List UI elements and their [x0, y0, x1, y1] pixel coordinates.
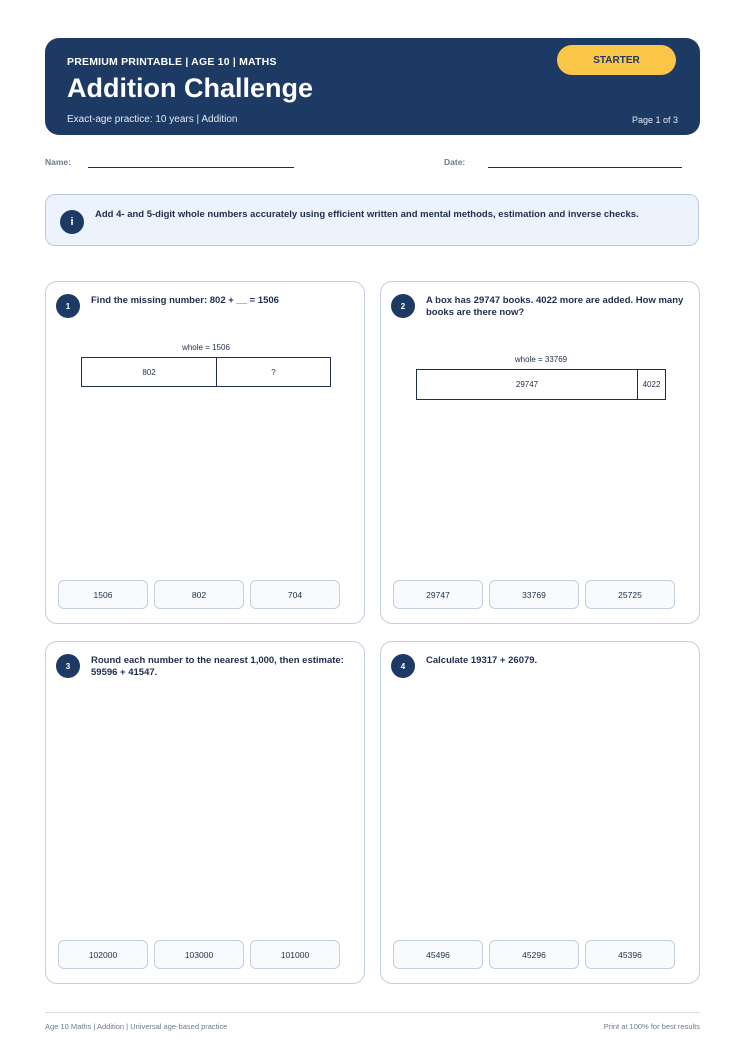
- question-number: 2: [391, 294, 415, 318]
- bar-model-part: 29747: [515, 380, 539, 389]
- footer-left-text: Age 10 Maths | Addition | Universal age-based practice: [45, 1022, 228, 1031]
- learning-objective-text: Add 4- and 5-digit whole numbers accurately using efficient written and mental methods, estimation and inverse checks.: [95, 209, 639, 220]
- answer-options: [58, 580, 340, 609]
- question-number: 4: [391, 654, 415, 678]
- question-text: Round each number to the nearest 1,000, then estimate: 59596 + 41547.: [91, 655, 344, 678]
- answer-option[interactable]: 1506: [58, 580, 148, 609]
- page-indicator: Page 1 of 3: [631, 115, 678, 125]
- answer-option[interactable]: 45296: [489, 940, 579, 969]
- bar-model-part-missing: ?: [216, 358, 330, 386]
- answer-option[interactable]: 45396: [585, 940, 675, 969]
- bar-model-part: 802: [142, 367, 156, 377]
- date-field[interactable]: [488, 167, 682, 168]
- question-card-4: [380, 641, 700, 984]
- bar-model: [81, 357, 331, 387]
- answer-option[interactable]: 103000: [154, 940, 244, 969]
- answer-option[interactable]: 101000: [250, 940, 340, 969]
- question-number: 3: [56, 654, 80, 678]
- name-field[interactable]: [88, 167, 294, 168]
- header-kicker: PREMIUM PRINTABLE | AGE 10 | MATHS: [67, 56, 277, 68]
- footer-divider: [45, 1012, 700, 1013]
- date-label: Date:: [444, 157, 466, 167]
- level-badge: STARTER: [557, 45, 676, 75]
- header-subtitle: Exact-age practice: 10 years | Addition: [67, 114, 238, 125]
- name-label: Name:: [45, 157, 71, 167]
- worksheet-header: [45, 38, 700, 135]
- question-text: A box has 29747 books. 4022 more are added. How many books are there now?: [426, 295, 684, 318]
- answer-options: [393, 940, 675, 969]
- bar-model-label: whole = 1506: [182, 343, 230, 352]
- question-number: 1: [56, 294, 80, 318]
- answer-option[interactable]: 25725: [585, 580, 675, 609]
- question-card-2: [380, 281, 700, 624]
- answer-option[interactable]: 29747: [393, 580, 483, 609]
- answer-option[interactable]: 802: [154, 580, 244, 609]
- question-card-3: [45, 641, 365, 984]
- question-text: Calculate 19317 + 26079.: [426, 655, 538, 666]
- footer-right-text: Print at 100% for best results: [603, 1022, 700, 1031]
- page-title: Addition Challenge: [67, 73, 313, 103]
- question-text: Find the missing number: 802 + __ = 1506: [91, 295, 279, 306]
- answer-option[interactable]: 33769: [489, 580, 579, 609]
- answer-option[interactable]: 704: [250, 580, 340, 609]
- answer-options: [58, 940, 340, 969]
- bar-model-part: 4022: [637, 370, 665, 399]
- bar-model-label: whole = 33769: [514, 355, 568, 364]
- answer-options: [393, 580, 675, 609]
- question-card-1: [45, 281, 365, 624]
- answer-option[interactable]: 45496: [393, 940, 483, 969]
- answer-option[interactable]: 102000: [58, 940, 148, 969]
- learning-objective-box: [45, 194, 699, 246]
- bar-model: [416, 369, 666, 400]
- info-icon: i: [60, 210, 84, 234]
